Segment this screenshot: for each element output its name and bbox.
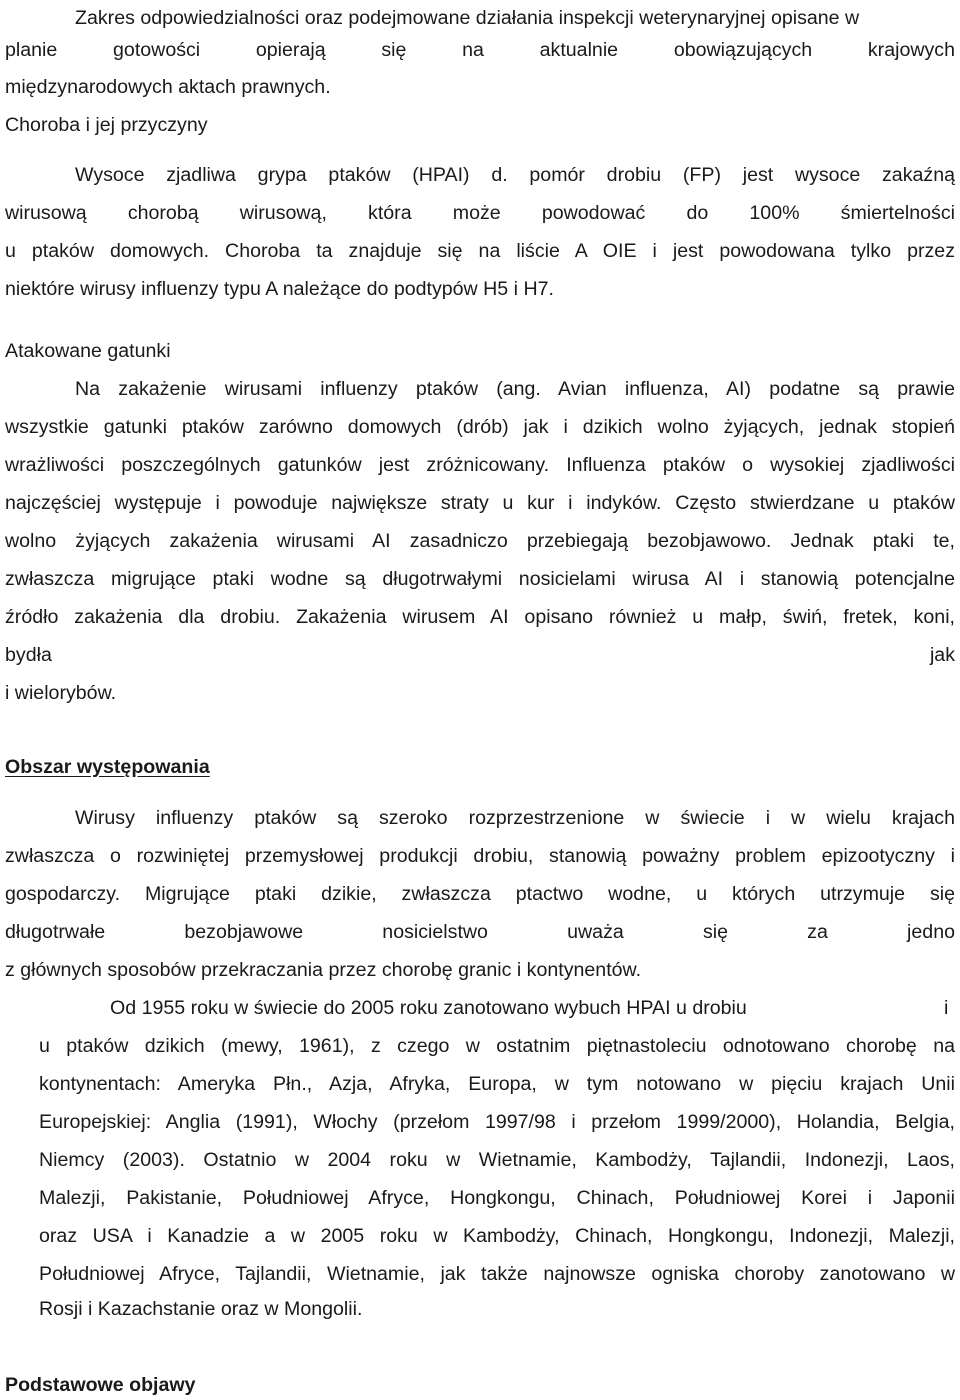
paragraph-line: najczęściej występuje i powoduje największe straty u kur i indyków. Często stwierdzane u ptaków [5, 492, 955, 514]
paragraph-line: oraz USA i Kanadzie a w 2005 roku w Kambodży, Chinach, Hongkongu, Indonezji, Malezji, [39, 1225, 955, 1247]
paragraph-line: Na zakażenie wirusami influenzy ptaków (ang. Avian influenza, AI) podatne są prawie [75, 378, 955, 400]
paragraph-line: Wysoce zjadliwa grypa ptaków (HPAI) d. pomór drobiu (FP) jest wysoce zakaźną [75, 164, 955, 186]
paragraph-line: Europejskiej: Anglia (1991), Włochy (przełom 1997/98 i przełom 1999/2000), Holandia, Belgia, [39, 1111, 955, 1133]
paragraph-line: źródło zakażenia dla drobiu. Zakażenia wirusem AI opisano również u małp, świń, fretek, koni, [5, 606, 955, 628]
paragraph-line: zwłaszcza migrujące ptaki wodne są długotrwałymi nosicielami wirusa AI i stanowią potencjalne [5, 568, 955, 590]
paragraph-line: gospodarczy. Migrujące ptaki dzikie, zwłaszcza ptactwo wodne, u których utrzymuje się [5, 883, 955, 905]
paragraph-line: Od 1955 roku w świecie do 2005 roku zanotowano wybuch HPAI u drobiu [110, 997, 747, 1019]
paragraph-line: wrażliwości poszczególnych gatunków jest zróżnicowany. Influenza ptaków o wysokiej zjadliwości [5, 454, 955, 476]
paragraph-line: Południowej Afryce, Tajlandii, Wietnamie, jak także najnowsze ogniska choroby zanotowano w [39, 1263, 955, 1285]
paragraph-line: Rosji i Kazachstanie oraz w Mongolii. [39, 1298, 363, 1320]
intro-line: międzynarodowych aktach prawnych. [5, 76, 331, 98]
paragraph-line: wirusową chorobą wirusową, która może powodować do 100% śmiertelności [5, 202, 955, 224]
paragraph-line: u ptaków domowych. Choroba ta znajduje się na liście A OIE i jest powodowana tylko przez [5, 240, 955, 262]
paragraph-line: Niemcy (2003). Ostatnio w 2004 roku w Wietnamie, Kambodży, Tajlandii, Indonezji, Laos, [39, 1149, 955, 1171]
section-title-symptoms: Podstawowe objawy [5, 1374, 196, 1396]
paragraph-line: Wirusy influenzy ptaków są szeroko rozprzestrzenione w świecie i w wielu krajach [75, 807, 955, 829]
section-title-species: Atakowane gatunki [5, 340, 171, 362]
paragraph-line: Malezji, Pakistanie, Południowej Afryce, Hongkongu, Chinach, Południowej Korei i Japonii [39, 1187, 955, 1209]
paragraph-line: z głównych sposobów przekraczania przez chorobę granic i kontynentów. [5, 959, 642, 981]
paragraph-line: zwłaszcza o rozwiniętej przemysłowej produkcji drobiu, stanowią poważny problem epizootyczny i [5, 845, 955, 867]
paragraph-line: i wielorybów. [5, 682, 117, 704]
paragraph-line: długotrwałe bezobjawowe nosicielstwo uważa się za jedno [5, 921, 955, 943]
paragraph-line: u ptaków dzikich (mewy, 1961), z czego w ostatnim piętnastoleciu odnotowano chorobę na [39, 1035, 955, 1057]
paragraph-line: wszystkie gatunki ptaków zarówno domowych (drób) jak i dzikich wolno żyjących, jednak stopień [5, 416, 955, 438]
paragraph-line: niektóre wirusy influenzy typu A należące do podtypów H5 i H7. [5, 278, 554, 300]
paragraph-line: wolno żyjących zakażenia wirusami AI zasadniczo przebiegają bezobjawowo. Jednak ptaki te, [5, 530, 955, 552]
paragraph-line: bydła jak [5, 644, 955, 666]
section-title-cause: Choroba i jej przyczyny [5, 114, 208, 136]
section-title-area: Obszar występowania [5, 756, 210, 778]
paragraph-line-end: i [944, 997, 949, 1019]
intro-line: planie gotowości opierają się na aktualnie obowiązujących krajowych [5, 39, 955, 61]
intro-line: Zakres odpowiedzialności oraz podejmowane działania inspekcji weterynaryjnej opisane w [75, 7, 860, 29]
paragraph-line: kontynentach: Ameryka Płn., Azja, Afryka, Europa, w tym notowano w pięciu krajach Unii [39, 1073, 955, 1095]
